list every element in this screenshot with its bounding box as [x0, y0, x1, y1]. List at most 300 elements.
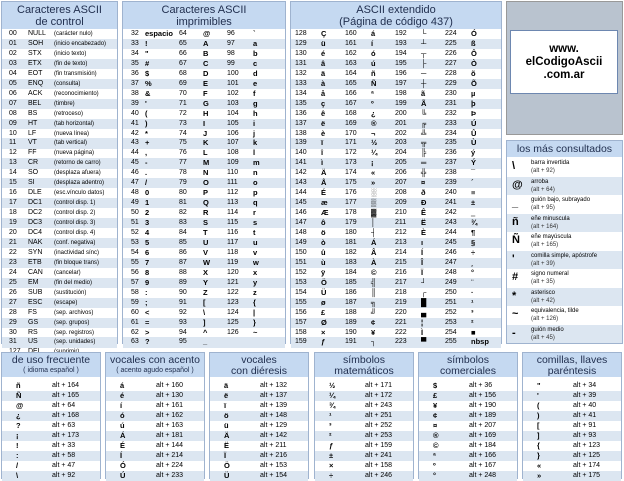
printable-char: espacio — [145, 29, 173, 38]
control-desc: (sep. unidades) — [54, 339, 96, 346]
printable-char: z — [253, 287, 257, 297]
control-abbr: EOT — [28, 69, 43, 77]
printable-char: ] — [203, 317, 206, 327]
extended-char: Æ — [321, 208, 329, 218]
bottom-table-alt: alt + 174 — [573, 462, 601, 469]
extended-char: ¯ — [471, 168, 476, 178]
printable-code: 65 — [179, 39, 187, 47]
printable-code: 104 — [227, 109, 239, 117]
bottom-table-char: ½ — [329, 381, 336, 390]
bottom-table-char: × — [329, 461, 334, 470]
printable-code: 95 — [179, 338, 187, 346]
extended-code: 244 — [445, 229, 457, 236]
most-consulted-alt: (alt + 165) — [531, 242, 559, 248]
bottom-table-alt: alt + 93 — [573, 432, 597, 439]
control-code: 00 — [9, 30, 17, 37]
bottom-table-header — [523, 353, 621, 377]
printable-code: 114 — [227, 209, 239, 217]
bottom-table-char: ú — [120, 421, 125, 430]
printable-char: i — [253, 118, 256, 128]
extended-char: ¨ — [471, 277, 474, 287]
printable-code: 54 — [131, 248, 139, 256]
bottom-table-header — [315, 353, 413, 377]
printable-char: 6 — [145, 247, 150, 257]
extended-code: 235 — [445, 139, 457, 147]
control-code: 05 — [9, 79, 17, 87]
bottom-table-alt: alt + 34 — [573, 382, 597, 389]
control-desc: (fin de texto) — [54, 60, 88, 67]
bottom-table-alt: alt + 175 — [573, 472, 601, 479]
bottom-table-alt: alt + 172 — [365, 392, 393, 399]
printable-code: 110 — [227, 169, 239, 177]
website-link[interactable]: www. elCodigoAscii .com.ar — [510, 30, 618, 94]
printable-char: o — [253, 178, 258, 188]
extended-code: 179 — [345, 219, 357, 227]
control-abbr: DC1 — [28, 199, 43, 207]
bottom-table-alt: alt + 233 — [156, 472, 184, 479]
printable-char: C — [203, 58, 209, 68]
printable-code: 92 — [179, 308, 187, 316]
extended-code: 242 — [445, 209, 457, 217]
control-abbr: CAN — [28, 268, 43, 276]
bottom-table-char: ¢ — [433, 411, 438, 420]
bottom-table-char: é — [120, 391, 125, 400]
printable-code: 118 — [227, 248, 239, 256]
extended-code: 205 — [395, 159, 407, 167]
bottom-table-char: ü — [224, 421, 229, 430]
control-desc: (esc.vínculo datos) — [54, 190, 105, 197]
printable-code: 57 — [131, 278, 139, 286]
extended-char: █ — [421, 297, 427, 307]
printable-char: ? — [145, 337, 150, 347]
control-desc: (fin transmisión) — [54, 70, 97, 77]
extended-code: 156 — [295, 308, 307, 316]
extended-char: þ — [471, 98, 476, 108]
extended-char: ê — [321, 108, 326, 118]
extended-char: ç — [321, 98, 326, 108]
bottom-table-char: ÷ — [329, 471, 334, 480]
control-abbr: SYN — [28, 248, 43, 256]
control-code: 19 — [9, 219, 17, 227]
extended-char: æ — [321, 198, 328, 208]
extended-code: 201 — [395, 119, 407, 127]
printable-char: T — [203, 228, 208, 237]
extended-code: 241 — [445, 199, 457, 207]
extended-code: 240 — [445, 189, 457, 197]
control-abbr: ENQ — [28, 79, 44, 87]
extended-code: 185 — [345, 278, 357, 286]
most-consulted-alt: (alt + 95) — [531, 205, 555, 211]
extended-char: ü — [321, 38, 326, 48]
extended-char: Á — [371, 237, 377, 247]
bottom-table-alt: alt + 253 — [365, 432, 393, 439]
extended-char: Ü — [321, 287, 327, 297]
control-desc: (escape) — [54, 299, 78, 306]
bottom-table-char: ® — [433, 431, 439, 440]
bottom-table-alt: alt + 169 — [469, 432, 497, 439]
printable-code: 82 — [179, 209, 187, 217]
extended-char: Ó — [471, 29, 477, 38]
control-abbr: NAK — [28, 238, 43, 246]
extended-code: 222 — [395, 328, 407, 336]
printable-char: P — [203, 188, 209, 198]
extended-code: 215 — [395, 258, 407, 266]
bottom-table-char: Ï — [224, 451, 227, 460]
bottom-table-char: ? — [16, 421, 21, 430]
bottom-table-char: } — [537, 451, 540, 460]
extended-char: ´ — [471, 178, 474, 188]
control-abbr: STX — [28, 49, 42, 57]
control-code: 30 — [9, 328, 17, 336]
most-consulted-name: comilla simple, apóstrofe — [531, 252, 598, 259]
extended-char: ¶ — [471, 228, 476, 237]
printable-code: 67 — [179, 59, 187, 67]
extended-code: 169 — [345, 119, 357, 127]
most-consulted-name: guión medio — [531, 326, 564, 333]
bottom-table-char: ¥ — [433, 401, 438, 410]
extended-char: ® — [371, 118, 377, 128]
extended-code: 153 — [295, 278, 307, 286]
extended-code: 152 — [295, 268, 307, 276]
bottom-table-char: ï — [224, 401, 227, 410]
extended-char: ╠ — [421, 148, 427, 158]
extended-char: ó — [371, 48, 376, 58]
control-abbr: LF — [28, 129, 37, 137]
bottom-table-header — [419, 353, 517, 377]
printable-char: k — [253, 138, 258, 148]
extended-char: ³ — [471, 307, 474, 317]
printable-code: 58 — [131, 288, 139, 296]
printable-chars-header: Caracteres ASCII imprimibles — [123, 2, 285, 29]
extended-code: 166 — [345, 89, 357, 97]
control-code: 25 — [9, 278, 17, 286]
printable-char: | — [253, 307, 256, 317]
extended-char: ╦ — [421, 138, 427, 148]
extended-char: ┘ — [421, 277, 427, 287]
most-consulted-char: @ — [512, 178, 523, 191]
extended-code: 176 — [345, 189, 357, 197]
extended-code: 227 — [445, 59, 457, 67]
control-desc: (control disp. 1) — [54, 200, 96, 207]
bottom-table-title: símbolos — [342, 354, 385, 366]
extended-char: ─ — [421, 68, 427, 78]
bottom-table-char: á — [120, 381, 125, 390]
extended-code: 151 — [295, 258, 307, 266]
control-code: 06 — [9, 89, 17, 97]
extended-chars-header: ASCII extendido (Página de código 437) — [291, 2, 501, 29]
bottom-table-alt: alt + 47 — [52, 462, 76, 469]
extended-char: ║ — [371, 287, 377, 297]
extended-code: 131 — [295, 59, 307, 67]
extended-code: 226 — [445, 49, 457, 57]
most-consulted-char: # — [512, 271, 519, 283]
extended-char: Ì — [421, 327, 424, 337]
control-abbr: ETB — [28, 258, 42, 266]
printable-char: > — [145, 327, 150, 337]
extended-char: ≡ — [471, 188, 476, 198]
most-consulted-alt: (alt + 45) — [531, 334, 555, 341]
bottom-table-char: Ü — [224, 471, 230, 480]
most-consulted-char: - — [512, 326, 516, 339]
extended-code: 137 — [295, 119, 307, 127]
extended-code: 168 — [345, 109, 357, 117]
printable-code: 40 — [131, 109, 139, 117]
bottom-table-alt: alt + 158 — [365, 462, 393, 469]
extended-char: · — [471, 287, 474, 297]
printable-code: 34 — [131, 49, 139, 57]
extended-code: 246 — [445, 248, 457, 256]
bottom-table-alt: alt + 207 — [469, 422, 497, 429]
most-consulted-char: ~ — [512, 308, 519, 320]
bottom-table-alt: alt + 184 — [469, 442, 497, 449]
bottom-table-5 — [522, 352, 622, 479]
extended-char: ð — [421, 188, 426, 198]
bottom-table-alt: alt + 123 — [573, 442, 601, 449]
extended-code: 158 — [295, 328, 307, 336]
extended-code: 247 — [445, 258, 457, 266]
extended-char: î — [321, 148, 324, 158]
bottom-table-alt: alt + 40 — [573, 402, 597, 409]
most-consulted-name: arroba — [531, 178, 549, 185]
extended-code: 144 — [295, 189, 307, 197]
printable-char: L — [203, 148, 208, 158]
bottom-table-char: Ú — [120, 471, 126, 480]
printable-char: 8 — [145, 267, 150, 277]
extended-char: ¡ — [371, 158, 374, 168]
extended-code: 209 — [395, 199, 407, 207]
printable-code: 75 — [179, 139, 187, 147]
control-code: 28 — [9, 308, 17, 316]
printable-char: { — [253, 297, 256, 307]
extended-code: 223 — [395, 338, 407, 346]
printable-code: 42 — [131, 129, 139, 137]
bottom-table-alt: alt + 137 — [260, 392, 288, 399]
bottom-table-3 — [314, 352, 414, 479]
printable-char: 4 — [145, 228, 150, 237]
printable-code: 126 — [227, 328, 239, 336]
most-consulted-alt: (alt + 64) — [531, 186, 555, 193]
extended-code: 191 — [345, 338, 357, 346]
extended-code: 219 — [395, 298, 407, 306]
printable-code: 60 — [131, 308, 139, 316]
printable-char: * — [145, 128, 148, 138]
bottom-table-subtitle: ( idioma español ) — [23, 367, 79, 374]
bottom-table-title: vocales — [241, 354, 277, 366]
printable-code: 66 — [179, 49, 187, 57]
printable-char: g — [253, 98, 258, 108]
control-abbr: NULL — [28, 30, 46, 37]
bottom-table-char: ƒ — [329, 441, 334, 450]
control-abbr: SI — [28, 179, 35, 187]
extended-code: 228 — [445, 69, 457, 77]
printable-char: s — [253, 218, 258, 228]
printable-char: O — [203, 178, 209, 188]
bottom-table-char: ñ — [16, 381, 21, 390]
printable-char: h — [253, 108, 258, 118]
printable-code: 117 — [227, 238, 239, 246]
printable-code: 124 — [227, 308, 239, 316]
extended-code: 181 — [345, 238, 357, 246]
extended-char: ƒ — [321, 337, 326, 347]
control-abbr: HT — [28, 119, 38, 127]
extended-code: 135 — [295, 99, 307, 107]
printable-code: 84 — [179, 229, 187, 236]
extended-char: Î — [421, 257, 424, 267]
extended-code: 188 — [345, 308, 357, 316]
control-code: 09 — [9, 119, 17, 127]
printable-char: j — [253, 128, 256, 138]
most-consulted-alt: (alt + 92) — [531, 168, 555, 174]
extended-char: Â — [371, 247, 377, 257]
printable-code: 116 — [227, 229, 239, 236]
extended-char: ¹ — [471, 297, 474, 307]
printable-char: Q — [203, 198, 209, 208]
control-code: 08 — [9, 109, 17, 117]
printable-code: 33 — [131, 39, 139, 47]
printable-code: 88 — [179, 268, 187, 276]
bottom-table-alt: alt + 162 — [156, 412, 184, 419]
control-desc: (sep. grupos) — [54, 319, 90, 326]
most-consulted-char: * — [512, 289, 517, 302]
extended-char: Ò — [471, 58, 477, 68]
extended-code: 138 — [295, 129, 307, 137]
printable-char: 5 — [145, 237, 150, 247]
bottom-table-alt: alt + 251 — [365, 412, 393, 419]
printable-char: f — [253, 88, 256, 98]
extended-code: 143 — [295, 179, 307, 187]
extended-char: nbsp — [471, 337, 489, 347]
bottom-table-2 — [209, 352, 309, 479]
bottom-table-char: ¤ — [433, 421, 438, 430]
bottom-table-subtitle: matemáticos — [334, 365, 394, 377]
extended-char: ▄ — [421, 307, 427, 317]
bottom-table-subtitle: ( acento agudo español ) — [116, 367, 194, 374]
control-code: 01 — [9, 39, 17, 47]
extended-code: 163 — [345, 59, 357, 67]
control-chars-header: Caracteres ASCII de control — [2, 2, 117, 29]
extended-code: 170 — [345, 129, 357, 137]
control-code: 21 — [9, 238, 17, 246]
extended-code: 238 — [445, 169, 457, 177]
extended-char: ╣ — [371, 277, 377, 287]
bottom-table-title: de uso frecuente — [11, 354, 91, 366]
bottom-table-char: $ — [433, 381, 438, 390]
extended-code: 202 — [395, 129, 407, 137]
control-desc: (desplaza afuera) — [54, 170, 101, 177]
extended-char: Ñ — [371, 78, 377, 88]
bottom-table-char: © — [433, 441, 439, 450]
bottom-table-char: : — [16, 451, 19, 460]
printable-char: ' — [145, 98, 147, 108]
extended-code: 164 — [345, 69, 357, 77]
printable-char: B — [203, 48, 209, 58]
printable-code: 39 — [131, 99, 139, 107]
bottom-table-alt: alt + 159 — [365, 442, 393, 449]
extended-char: ª — [371, 88, 374, 98]
printable-code: 107 — [227, 139, 239, 147]
bottom-table-alt: alt + 243 — [365, 402, 393, 409]
printable-code: 97 — [227, 39, 235, 47]
control-desc: (cancelar) — [54, 269, 81, 276]
printable-char: : — [145, 287, 148, 297]
bottom-table-alt: alt + 211 — [260, 442, 287, 449]
bottom-table-alt: alt + 139 — [260, 402, 288, 409]
printable-code: 69 — [179, 79, 187, 87]
extended-code: 187 — [345, 298, 357, 306]
control-abbr: SUB — [28, 288, 43, 296]
control-abbr: VT — [28, 139, 37, 147]
control-desc: (inactividad sínc) — [54, 249, 100, 256]
extended-code: 197 — [395, 79, 407, 87]
printable-code: 51 — [131, 219, 139, 227]
printable-code: 112 — [227, 189, 239, 197]
extended-code: 147 — [295, 219, 307, 227]
extended-code: 145 — [295, 199, 307, 207]
extended-char: ¸ — [471, 257, 474, 267]
extended-char: Õ — [471, 78, 477, 88]
extended-code: 249 — [445, 278, 457, 286]
bottom-table-alt: alt + 214 — [156, 452, 184, 459]
printable-code: 72 — [179, 109, 187, 117]
control-code: 15 — [9, 179, 17, 187]
printable-code: 89 — [179, 278, 187, 286]
bottom-table-header — [210, 353, 308, 377]
extended-code: 221 — [395, 318, 407, 326]
printable-char: p — [253, 188, 258, 198]
printable-code: 44 — [131, 149, 139, 157]
extended-char: ² — [471, 317, 474, 327]
printable-code: 101 — [227, 79, 239, 87]
most-consulted-name: guión bajo, subrayado — [531, 197, 591, 203]
bottom-table-char: ¾ — [329, 401, 336, 410]
extended-char: Ç — [321, 29, 327, 38]
printable-char: v — [253, 247, 258, 257]
bottom-table-char: Ó — [120, 461, 126, 470]
extended-code: 128 — [295, 30, 307, 37]
extended-code: 198 — [395, 89, 407, 97]
extended-char: ┤ — [371, 228, 377, 237]
control-desc: (control disp. 4) — [54, 230, 96, 236]
bottom-table-alt: alt + 130 — [156, 392, 184, 399]
extended-code: 133 — [295, 79, 307, 87]
extended-char: ã — [421, 88, 426, 98]
printable-code: 100 — [227, 69, 239, 77]
extended-code: 161 — [345, 39, 357, 47]
printable-code: 121 — [227, 278, 239, 286]
extended-char: ß — [471, 38, 476, 48]
bottom-table-char: £ — [433, 391, 438, 400]
control-desc: (timbre) — [54, 100, 75, 107]
bottom-table-subtitle: comerciales — [439, 365, 497, 377]
extended-code: 200 — [395, 109, 407, 117]
bottom-table-char: ¼ — [329, 391, 336, 400]
control-code: 16 — [9, 189, 17, 197]
printable-code: 70 — [179, 89, 187, 97]
printable-char: ^ — [203, 327, 208, 337]
bottom-table-alt: alt + 168 — [52, 412, 80, 419]
extended-char: « — [371, 168, 376, 178]
control-abbr: GS — [28, 318, 39, 326]
control-desc: (conf. negativa) — [54, 239, 96, 246]
extended-char: ¥ — [371, 327, 376, 337]
control-abbr: BS — [28, 109, 38, 117]
printable-code: 36 — [131, 69, 139, 77]
bottom-table-char: ± — [329, 451, 334, 460]
control-code: 20 — [9, 229, 17, 236]
bottom-table-alt: alt + 163 — [156, 422, 184, 429]
most-consulted-name: eñe mayúscula — [531, 234, 572, 240]
control-code: 24 — [9, 268, 17, 276]
